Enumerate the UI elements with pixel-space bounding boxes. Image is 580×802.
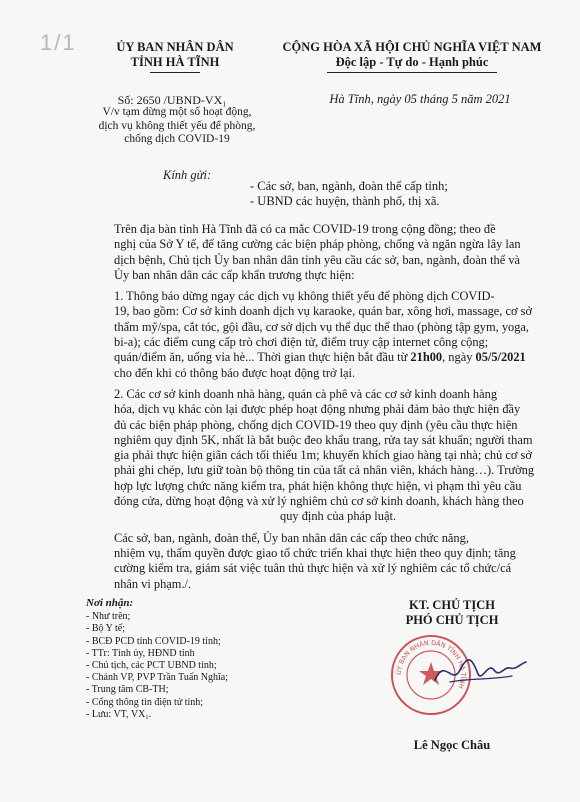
body-line: bi-a); các điểm cung cấp trò chơi điện tử, điểm truy cập internet công cộng; bbox=[114, 335, 489, 350]
subject-line: chống dịch COVID-19 bbox=[124, 133, 230, 145]
national-motto: Độc lập - Tự do - Hạnh phúc bbox=[335, 55, 489, 69]
recipient-item: - TTr: Tỉnh ủy, HĐND tỉnh bbox=[86, 647, 195, 659]
intro-paragraph bbox=[86, 222, 562, 283]
subject-line: V/v tạm dừng một số hoạt động, bbox=[102, 106, 252, 118]
body-line: Trên địa bàn tỉnh Hà Tĩnh đã có ca mắc COVID-19 trong cộng đồng; theo đề bbox=[114, 222, 496, 236]
signature-line-1: KT. CHỦ TỊCH bbox=[408, 598, 495, 612]
signature-line-2: PHÓ CHỦ TỊCH bbox=[405, 613, 499, 627]
start-date: 05/5/2021 bbox=[475, 350, 526, 365]
paragraph-1 bbox=[86, 289, 562, 381]
signature-title bbox=[352, 598, 552, 628]
body-line: 19, bao gồm: Cơ sở kinh doanh dịch vụ karaoke, quán bar, xông hơi, massage, cơ sở bbox=[114, 304, 533, 319]
body-line: Các sở, ban, ngành, đoàn thể, Ủy ban nhân dân các cấp theo chức năng, bbox=[114, 530, 469, 545]
body-line: gia phải thực hiện giãn cách tối thiểu 1m; khuyến khích giao hàng tại nhà; chủ cơ sở bbox=[114, 448, 532, 463]
recipient-item: - Chánh VP, PVP Trần Tuấn Nghĩa; bbox=[86, 672, 228, 684]
body-line: quy định của pháp luật. bbox=[280, 509, 396, 524]
issue-date: Hà Tĩnh, ngày 05 tháng 5 năm 2021 bbox=[329, 92, 511, 106]
motto-underline bbox=[327, 72, 497, 73]
body-line: hóa, dịch vụ khác còn lại được phép hoạt động nhưng phải đảm bảo thực hiện đầy bbox=[114, 402, 521, 417]
body-line: đóng cửa, dừng hoạt động và xử lý nghiêm chủ cơ sở kinh doanh, khách hàng theo bbox=[114, 494, 524, 509]
recipient-item: - Lưu: VT, VX₁. bbox=[86, 708, 152, 720]
recipient-item: - Cổng thông tin điện tử tỉnh; bbox=[86, 696, 204, 708]
paragraph-3 bbox=[86, 531, 562, 592]
recipient-item: - Trung tâm CB-TH; bbox=[86, 684, 169, 696]
body-line bbox=[86, 350, 562, 365]
page-indicator: 1/1 bbox=[40, 30, 77, 55]
body-line: Ủy ban nhân dân các cấp khẩn trương thực hiện: bbox=[114, 267, 355, 282]
body-line: nghiêm quy định 5K, nhất là bắt buộc đeo khẩu trang, rửa tay sát khuẩn; người tham bbox=[114, 432, 533, 447]
start-time: 21h00 bbox=[410, 350, 443, 365]
body-line: nhiệm vụ, thẩm quyền được giao tổ chức triển khai thực hiện theo quy định; tăng bbox=[114, 545, 516, 560]
document-number: Số: 2650 /UBND-VX₁ bbox=[117, 93, 227, 107]
body-line: dịch bệnh, Chủ tịch Ủy ban nhân dân tỉnh yêu cầu các sở, ban, ngành, đoàn thể và bbox=[114, 252, 521, 267]
issuing-authority bbox=[100, 40, 250, 73]
addressee-list bbox=[250, 179, 448, 209]
authority-line-2: TỈNH HÀ TĨNH bbox=[130, 55, 220, 69]
national-header bbox=[262, 40, 562, 73]
body-line: 1. Thông báo dừng ngay các dịch vụ không thiết yếu để phòng dịch COVID- bbox=[114, 289, 495, 304]
body-line: nghị của Sở Y tế, để tăng cường các biện pháp phòng, chống và ngăn ngừa lây lan bbox=[114, 237, 521, 252]
recipient-item: - BCĐ PCD tỉnh COVID-19 tỉnh; bbox=[86, 635, 221, 647]
recipients-title: Nơi nhận: bbox=[86, 597, 134, 609]
subject-line: dịch vụ không thiết yếu để phòng, bbox=[98, 119, 256, 132]
body-text: , ngày bbox=[442, 350, 476, 365]
body-line: nhân vi phạm./. bbox=[114, 576, 192, 591]
body-line: hợp lực lượng chức năng kiểm tra, phát hiện không thực hiện, vi phạm thì yêu cầu bbox=[114, 478, 522, 493]
recipient-item: - Như trên; bbox=[86, 611, 131, 623]
authority-underline bbox=[150, 72, 200, 73]
body-line: thẩm mỹ/spa, cắt tóc, gội đầu, cơ sở dịch vụ thể dục thể thao (phòng tập gym, yoga, bbox=[114, 319, 530, 334]
addressee-item: - UBND các huyện, thành phố, thị xã. bbox=[250, 194, 440, 208]
paragraph-2 bbox=[86, 387, 562, 525]
recipient-item: - Chủ tịch, các PCT UBND tỉnh; bbox=[86, 660, 217, 672]
body-line: cường kiểm tra, giám sát việc tuân thủ thực hiện và xử lý nghiêm các tổ chức/cá bbox=[114, 561, 512, 576]
seal-text: ỦY BAN NHÂN DÂN TỈNH HÀ TĨNH bbox=[394, 638, 468, 690]
body-line: đủ các biện pháp phòng, chống dịch COVID-19 theo quy định (yêu cầu thực hiện bbox=[114, 417, 518, 432]
addressee-item: - Các sở, ban, ngành, đoàn thể cấp tỉnh; bbox=[250, 179, 448, 193]
body-line: 2. Các cơ sở kinh doanh nhà hàng, quán cà phê và các cơ sở kinh doanh hàng bbox=[114, 386, 498, 401]
recipient-item: - Bộ Y tế; bbox=[86, 623, 125, 635]
recipients-block bbox=[86, 597, 336, 721]
authority-line-1: ỦY BAN NHÂN DÂN bbox=[116, 40, 234, 54]
document-body bbox=[86, 222, 562, 598]
greeting: Kính gửi: bbox=[163, 168, 212, 182]
signer-name: Lê Ngọc Châu bbox=[413, 738, 491, 752]
body-line: phải ghi chép, lưu giữ toàn bộ thông tin của tất cả nhân viên, khách hàng…). Trường bbox=[114, 463, 535, 478]
national-title: CỘNG HÒA XÃ HỘI CHỦ NGHĨA VIỆT NAM bbox=[282, 40, 542, 54]
body-text: quán/điểm ăn, uống vỉa hè... Thời gian thực hiện bắt đầu từ bbox=[114, 350, 411, 365]
document-subject bbox=[72, 106, 282, 147]
handwritten-signature-icon bbox=[430, 652, 530, 692]
body-line: cho đến khi có thông báo được hoạt động trở lại. bbox=[114, 365, 356, 380]
